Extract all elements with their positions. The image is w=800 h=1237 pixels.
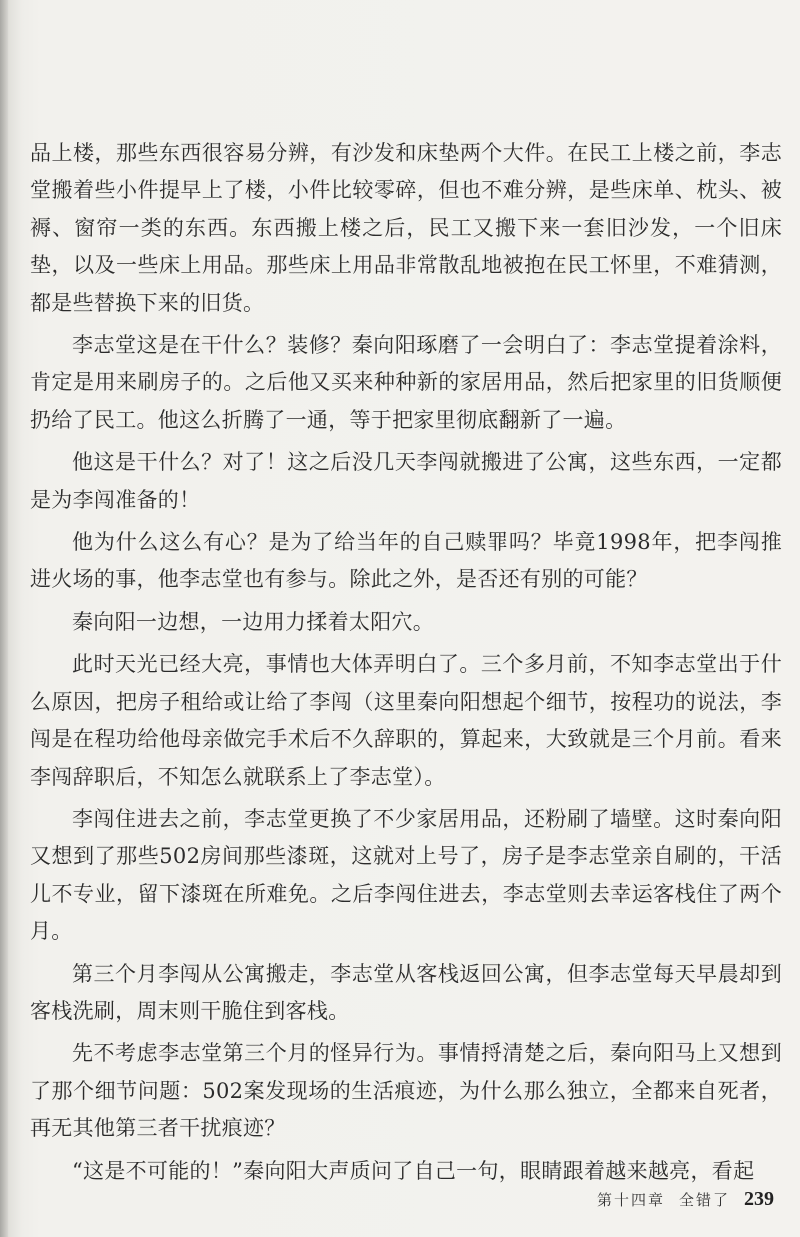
paragraph-9: 先不考虑李志堂第三个月的怪异行为。事情捋清楚之后，秦向阳马上又想到了那个细节问题：502案发现场的生活痕迹，为什么那么独立，全都来自死者，再无其他第三者干扰痕迹？ (30, 1041, 782, 1141)
page-number: 239 (744, 1188, 774, 1210)
paragraph-2: 李志堂这是在干什么？装修？秦向阳琢磨了一会明白了：李志堂提着涂料，肯定是用来刷房子的。之后他又买来种种新的家居用品，然后把家里的旧货顺便扔给了民工。他这么折腾了一通，等于把家里彻底翻新了一遍。 (30, 333, 782, 432)
body-text (30, 135, 782, 1195)
paragraph-3: 他这是干什么？对了！这之后没几天李闯就搬进了公寓，这些东西，一定都是为李闯准备的！ (30, 450, 782, 512)
paragraph-6: 此时天光已经大亮，事情也大体弄明白了。三个多月前，不知李志堂出于什么原因，把房子租给或让给了李闯（这里秦向阳想起个细节，按程功的说法，李闯是在程功给他母亲做完手术后不久辞职的，算起来，大致就是三个月前。看来李闯辞职后，不知怎么就联系上了李志堂）。 (30, 652, 782, 789)
paragraph-7: 李闯住进去之前，李志堂更换了不少家居用品，还粉刷了墙壁。这时秦向阳又想到了那些502房间那些漆斑，这就对上号了，房子是李志堂亲自刷的，干活儿不专业，留下漆斑在所难免。之后李闯住进去，李志堂则去幸运客栈住了两个月。 (30, 806, 782, 944)
paragraph-1: 品上楼，那些东西很容易分辨，有沙发和床垫两个大件。在民工上楼之前，李志堂搬着些小件提早上了楼，小件比较零碎，但也不难分辨，是些床单、枕头、被褥、窗帘一类的东西。东西搬上楼之后，民工又搬下来一套旧沙发，一个旧床垫，以及一些床上用品。那些床上用品非常散乱地被抱在民工怀里，不难猜测，都是些替换下来的旧货。 (30, 141, 782, 315)
page-footer (597, 1188, 774, 1211)
paragraph-5: 秦向阳一边想，一边用力揉着太阳穴。 (72, 609, 435, 634)
paragraph-8: 第三个月李闯从公寓搬走，李志堂从客栈返回公寓，但李志堂每天早晨却到客栈洗刷，周末则干脆住到客栈。 (30, 961, 782, 1023)
book-spine-shadow (0, 0, 8, 1237)
paragraph-10: “这是不可能的！”秦向阳大声质问了自己一句，眼睛跟着越来越亮，看起 (72, 1158, 755, 1183)
chapter-title: 全错了 (678, 1191, 730, 1209)
chapter-label: 第十四章 (596, 1191, 665, 1209)
paragraph-4: 他为什么这么有心？是为了给当年的自己赎罪吗？毕竟1998年，把李闯推进火场的事，他李志堂也有参与。除此之外，是否还有别的可能？ (30, 530, 782, 592)
